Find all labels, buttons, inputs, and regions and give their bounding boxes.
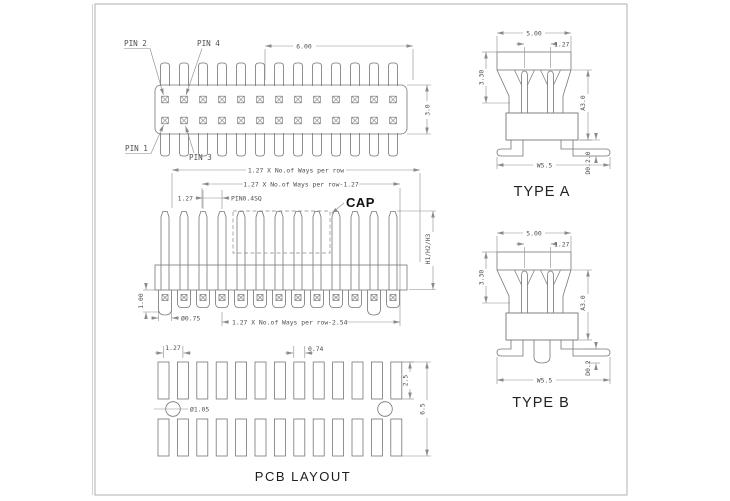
cap-leader [332,203,345,214]
cap-label: CAP [346,195,375,210]
pcb-pad [313,419,324,456]
dim-width: 5.00 [526,29,542,38]
dim-pin-height: A3.0 [579,95,587,111]
center-peg [534,340,550,363]
body-block [506,313,578,340]
pin-shank [256,212,264,291]
type-a-shape [497,52,610,156]
solder-tail [349,290,362,308]
housing-wall [497,70,509,113]
pcb-pad [255,419,266,456]
insulator-body-band [155,265,407,290]
pin-bottom [237,133,246,156]
pin-shank [218,212,226,291]
housing-wall [497,270,509,313]
dim-body-width: W5.5 [536,376,553,385]
dim-row-span: 6.5 [418,403,427,415]
dim-standoff: 1.00 [137,293,145,309]
locating-peg [368,290,381,315]
funnel-chamfer [541,270,548,285]
type-a-label: TYPE A [513,184,571,200]
body-block [506,113,578,140]
contact-pin [522,271,528,313]
pcb-pad [352,419,363,456]
pin-bottom [370,133,379,156]
pin-top [275,63,284,86]
pin-bottom [294,133,303,156]
cap-dashed-region [233,211,330,253]
pin-shank [313,212,321,291]
pcb-pad [177,362,188,399]
dim-pitch: 1.27 [554,240,570,249]
solder-tail [387,290,400,308]
side-view [137,167,436,327]
dim-pad-pitch: 1.27 [165,344,181,352]
pin-shank [237,212,245,291]
dim-total-row: 1.27 X No.of Ways per row [247,166,345,175]
dim-cap-height: 3.30 [477,69,486,86]
dim-lead: D0.2 [584,360,592,376]
solder-tail [216,290,229,308]
pcb-pad [216,419,227,456]
locating-peg [159,290,172,315]
dim-pitch: 1.27 [177,194,193,203]
pin2-leader [150,49,164,96]
pcb-pad [371,419,382,456]
solder-tail [311,290,324,308]
solder-tail [330,290,343,308]
pcb-pad [236,419,247,456]
dim-height-options: H1/H2/H3 [424,233,432,265]
type-a-view [478,30,611,201]
pin3-leader [186,126,195,153]
pcb-pad [313,362,324,399]
pin-top [256,63,265,86]
pin-shank [161,212,169,291]
dim-bottom-span: 1.27 X No.of Ways per row-2.54 [232,318,348,327]
pin1-leader [151,125,164,154]
pin-bottom [313,133,322,156]
dim-inner-row: 1.27 X No.of Ways per row-1.27 [243,180,359,189]
pin-bottom [161,133,170,156]
funnel-chamfer [541,70,548,85]
pcb-pad [352,362,363,399]
type-b-view [478,230,611,412]
dim-pin-height: A3.0 [579,295,587,311]
pin-shank [294,212,302,291]
dim-top-width: 6.00 [296,42,312,51]
pin-bottom [275,133,284,156]
pin-bottom [389,133,398,156]
pcb-pad [333,362,344,399]
funnel-chamfer [528,270,535,285]
solder-tail [254,290,267,308]
pin-top [294,63,303,86]
pin4-label: PIN 4 [197,39,220,48]
funnel-chamfer [515,270,522,285]
housing-wall [563,70,571,113]
pcb-pad [197,362,208,399]
pcb-pad [274,362,285,399]
pin-top [389,63,398,86]
header-body-outline [155,85,407,134]
pin-bottom [256,133,265,156]
pin-size-label: PIN0.4SQ [231,194,262,203]
pin-shank [275,212,283,291]
pcb-pad [197,419,208,456]
pin-top [218,63,227,86]
dim-pitch: 1.27 [554,40,570,49]
funnel-chamfer [554,270,561,285]
pin-shank [199,212,207,291]
pcb-pad [236,362,247,399]
pin-bottom [180,133,189,156]
pcb-pad [333,419,344,456]
solder-tail [292,290,305,308]
pcb-layout-caption: PCB LAYOUT [254,469,352,484]
dim-peg-diameter: Ø0.75 [181,314,201,323]
pcb-pad [177,419,188,456]
dim-lead: D0.2.0 [584,151,592,175]
pcb-pad [255,362,266,399]
pin2-label: PIN 2 [124,39,147,48]
pin1-label: PIN 1 [125,144,148,153]
pin-shank [351,212,359,291]
pcb-pad [294,419,305,456]
pcb-pad [371,362,382,399]
locating-hole-right [378,402,393,417]
side-view-pins [159,212,400,316]
pcb-pad [391,362,402,399]
funnel-chamfer [515,70,522,85]
solder-tail [273,290,286,308]
top-view [124,39,432,162]
pin-bottom [218,133,227,156]
pin-top [370,63,379,86]
funnel-chamfer [554,70,561,85]
solder-tail [235,290,248,308]
pcb-pad [274,419,285,456]
pin-shank [389,212,397,291]
housing-top [497,252,571,270]
solder-tail [197,290,210,308]
dim-width: 5.00 [526,229,542,238]
pin-shank [370,212,378,291]
pin-top [199,63,208,86]
pcb-pad [158,362,169,399]
pin-top [237,63,246,86]
dim-body-width: W5.5 [536,161,553,170]
housing-wall [563,270,571,313]
pcb-pad [158,419,169,456]
top-view-pins [161,63,398,156]
dim-pad-width: 0.74 [308,345,324,353]
pin-top [351,63,360,86]
solder-tail [178,290,191,308]
dim-body-height: 3.0 [423,104,432,116]
pcb-pad [391,419,402,456]
pin-bottom [332,133,341,156]
pin-top [161,63,170,86]
contact-pin [548,271,554,313]
pin-top [332,63,341,86]
type-b-label: TYPE B [512,395,570,411]
dim-hole-diameter: Ø1.05 [190,405,210,414]
smt-foot-right [561,340,610,356]
contact-pin [522,71,528,113]
pcb-layout [154,344,431,484]
smt-foot-left [497,140,523,156]
dim-pad-height: 2.5 [401,374,410,387]
smt-foot-left [497,340,523,356]
contact-pin [548,71,554,113]
pin-shank [332,212,340,291]
housing-top [497,52,571,70]
type-b-shape [497,252,610,363]
pin-shank [180,212,188,291]
pcb-pad [216,362,227,399]
pin3-label: PIN 3 [189,153,212,162]
pin-top [313,63,322,86]
funnel-chamfer [528,70,535,85]
dim-cap-height: 3.30 [477,269,486,286]
pin-bottom [351,133,360,156]
pin-top [180,63,189,86]
pcb-pad [294,362,305,399]
